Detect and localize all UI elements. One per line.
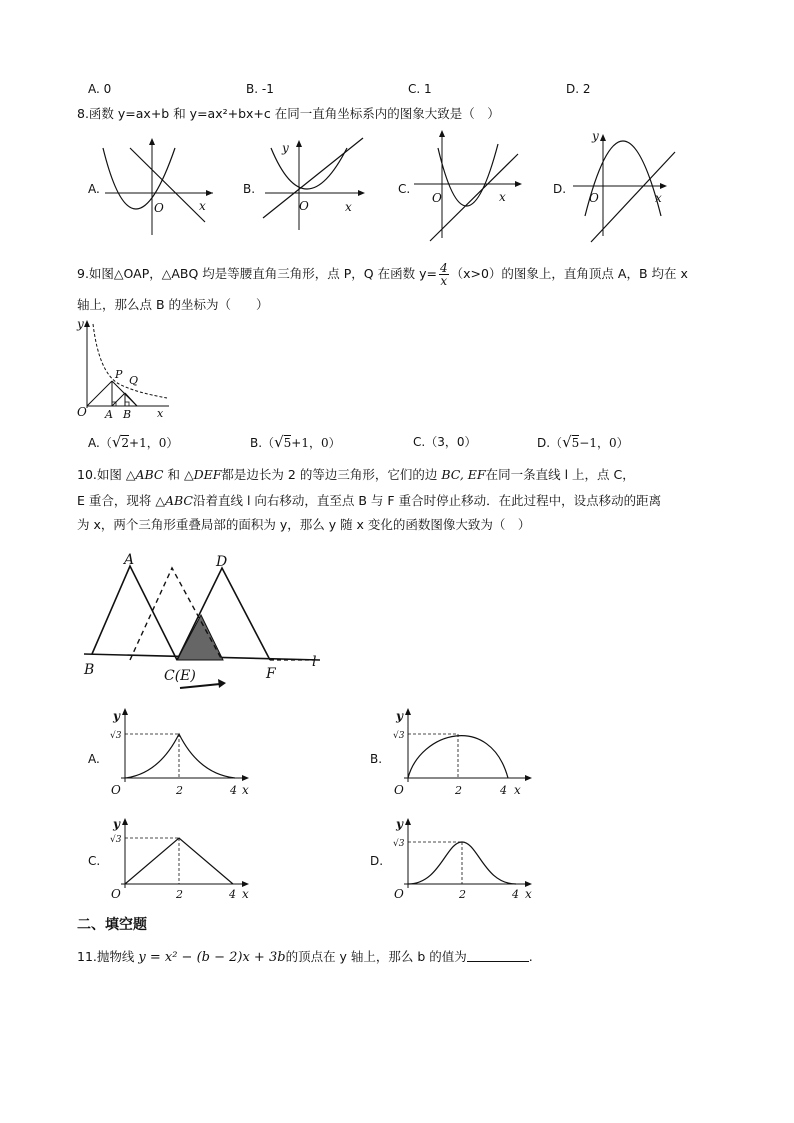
q9-fig-x: x — [157, 407, 164, 420]
q10c-two: 2 — [176, 888, 183, 901]
q10d-two: 2 — [459, 888, 466, 901]
q9-option-a: A.（√2+1，0） — [88, 433, 179, 451]
q10b-y: y — [396, 709, 403, 723]
q10-graph-b — [390, 702, 550, 802]
q8-option-a-label: A. — [88, 182, 100, 196]
q10-text-a: 10.如图 — [77, 467, 122, 482]
q10-text-d: 在同一条直线 l 上，点 C， — [485, 467, 635, 482]
q11-text-b: 的顶点在 y 轴上，那么 b 的值为 — [285, 949, 467, 964]
q10-graph-d — [390, 812, 550, 912]
q10a-four: 4 — [230, 784, 237, 797]
q8d-x-label: x — [655, 191, 662, 205]
q10d-four: 4 — [512, 888, 519, 901]
q10-tri-abc-2: △ABC — [155, 493, 193, 508]
q10-text-f: 沿着直线 l 向右移动，直至点 B 与 F 重合时停止移动．在此过程中，设点移动的距离 — [192, 493, 662, 508]
q9-fig-p: P — [115, 368, 123, 381]
q10-edges: BC, EF — [441, 467, 486, 482]
q10a-y: y — [113, 709, 120, 723]
q9-option-b: B.（√5+1，0） — [250, 433, 341, 451]
q9-option-a-rest: +1，0） — [129, 436, 179, 450]
q10-fig-l: l — [312, 654, 317, 670]
q10d-sqrt3: √3 — [393, 839, 405, 849]
q10c-four: 4 — [229, 888, 236, 901]
q10c-x: x — [242, 887, 249, 901]
q10-text-c: 都是边长为 2 的等边三角形，它们的边 — [221, 467, 438, 482]
q10-line2 — [77, 492, 661, 510]
q9-fig-y: y — [77, 317, 84, 331]
section-heading-fill-in: 二、填空题 — [77, 917, 147, 933]
q11-question — [77, 948, 533, 967]
q10b-four: 4 — [500, 784, 507, 797]
q8-graph-c — [410, 126, 530, 246]
q8-graph-b — [255, 130, 380, 240]
q10d-origin: O — [394, 887, 404, 901]
q10-option-d-label: D. — [370, 854, 384, 868]
q10-fig-b: B — [84, 662, 95, 678]
q7-option-a: A. 0 — [88, 82, 112, 96]
q10-fig-d: D — [216, 554, 228, 570]
q11-text-end: . — [528, 949, 533, 964]
q9-fig-a: A — [105, 408, 113, 421]
q8b-origin: O — [299, 199, 309, 213]
q10-text-b: 和 — [167, 467, 180, 482]
q9-option-b-radicand: 5 — [283, 436, 292, 450]
q8c-origin: O — [432, 191, 442, 205]
q8-option-d-label: D. — [553, 182, 567, 196]
q10c-origin: O — [111, 887, 121, 901]
q10-option-c-label: C. — [88, 854, 101, 868]
q8d-y-label: y — [592, 129, 599, 143]
q8a-x-label: x — [199, 199, 206, 213]
q10a-x: x — [242, 783, 249, 797]
q9-fig-q: Q — [129, 374, 139, 387]
q10-line3: 为 x，两个三角形重叠局部的面积为 y，那么 y 随 x 变化的函数图像大致为（ ） — [77, 517, 531, 532]
q8b-x-label: x — [345, 200, 352, 214]
q11-answer-blank[interactable] — [467, 949, 529, 962]
q8-option-b-label: B. — [243, 182, 256, 196]
q9-fraction — [439, 262, 449, 287]
q10c-y: y — [113, 817, 120, 831]
q8d-origin: O — [589, 191, 599, 205]
q10d-y: y — [396, 817, 403, 831]
q9-option-d-label: D.（ — [537, 436, 563, 450]
q10-graph-a — [107, 702, 267, 802]
q9-question-line2: 轴上，那么点 B 的坐标为（ ） — [77, 297, 269, 312]
q9-figure — [75, 316, 175, 422]
q10-option-b-label: B. — [370, 752, 383, 766]
q7-option-b: B. -1 — [246, 82, 274, 96]
q10d-x: x — [525, 887, 532, 901]
q10-triangle-figure — [80, 552, 330, 702]
q9-option-b-label: B.（ — [250, 436, 275, 450]
q10-line1 — [77, 466, 635, 484]
q9-option-c: C.（3，0） — [413, 435, 477, 449]
q10a-sqrt3: √3 — [110, 731, 122, 741]
q9-frac-den: x — [440, 274, 448, 288]
q10-tri-abc: △ABC — [125, 467, 164, 482]
q10-text-e: E 重合，现将 — [77, 493, 152, 508]
q7-option-c: C. 1 — [408, 82, 432, 96]
q8b-y-label: y — [282, 141, 289, 155]
q9-frac-num: 4 — [439, 261, 448, 275]
q10-fig-ce: C(E) — [164, 668, 196, 684]
q9-option-d-radicand: 5 — [571, 436, 580, 450]
q8-graph-a — [95, 130, 220, 240]
q11-formula: y = x² − (b − 2)x + 3b — [138, 950, 286, 965]
q8c-x-label: x — [499, 190, 506, 204]
q10-fig-f: F — [266, 666, 276, 682]
q10-option-a-label: A. — [88, 752, 100, 766]
q10b-origin: O — [394, 783, 404, 797]
q9-text-a: 9.如图△OAP，△ABQ 均是等腰直角三角形，点 P，Q 在函数 y= — [77, 266, 437, 281]
q10-fig-a: A — [124, 552, 135, 568]
q8-graph-d — [565, 126, 685, 246]
q9-option-a-label: A.（ — [88, 436, 112, 450]
q8-option-c-label: C. — [398, 182, 411, 196]
q7-option-d: D. 2 — [566, 82, 591, 96]
q9-fig-origin: O — [77, 405, 87, 419]
q10a-two: 2 — [176, 784, 183, 797]
q8-question-text: 8.函数 y=ax+b 和 y=ax²+bx+c 在同一直角坐标系内的图象大致是（ ） — [77, 106, 500, 121]
q10b-x: x — [514, 783, 521, 797]
q9-option-a-radicand: 2 — [121, 436, 130, 450]
q10c-sqrt3: √3 — [110, 835, 122, 845]
q10b-two: 2 — [455, 784, 462, 797]
q9-text-b: （x>0）的图象上，直角顶点 A，B 均在 x — [450, 266, 688, 281]
q10a-origin: O — [111, 783, 121, 797]
q8a-origin: O — [154, 201, 164, 215]
q9-option-d: D.（√5−1，0） — [537, 433, 629, 451]
q9-fig-b: B — [123, 408, 132, 421]
q10-graph-c — [107, 812, 267, 912]
q11-text-a: 11.抛物线 — [77, 949, 135, 964]
q10-tri-def: △DEF — [183, 467, 222, 482]
q9-question-line1 — [77, 262, 688, 287]
q9-option-d-rest: −1，0） — [579, 436, 629, 450]
q10b-sqrt3: √3 — [393, 731, 405, 741]
q9-option-b-rest: +1，0） — [291, 436, 341, 450]
